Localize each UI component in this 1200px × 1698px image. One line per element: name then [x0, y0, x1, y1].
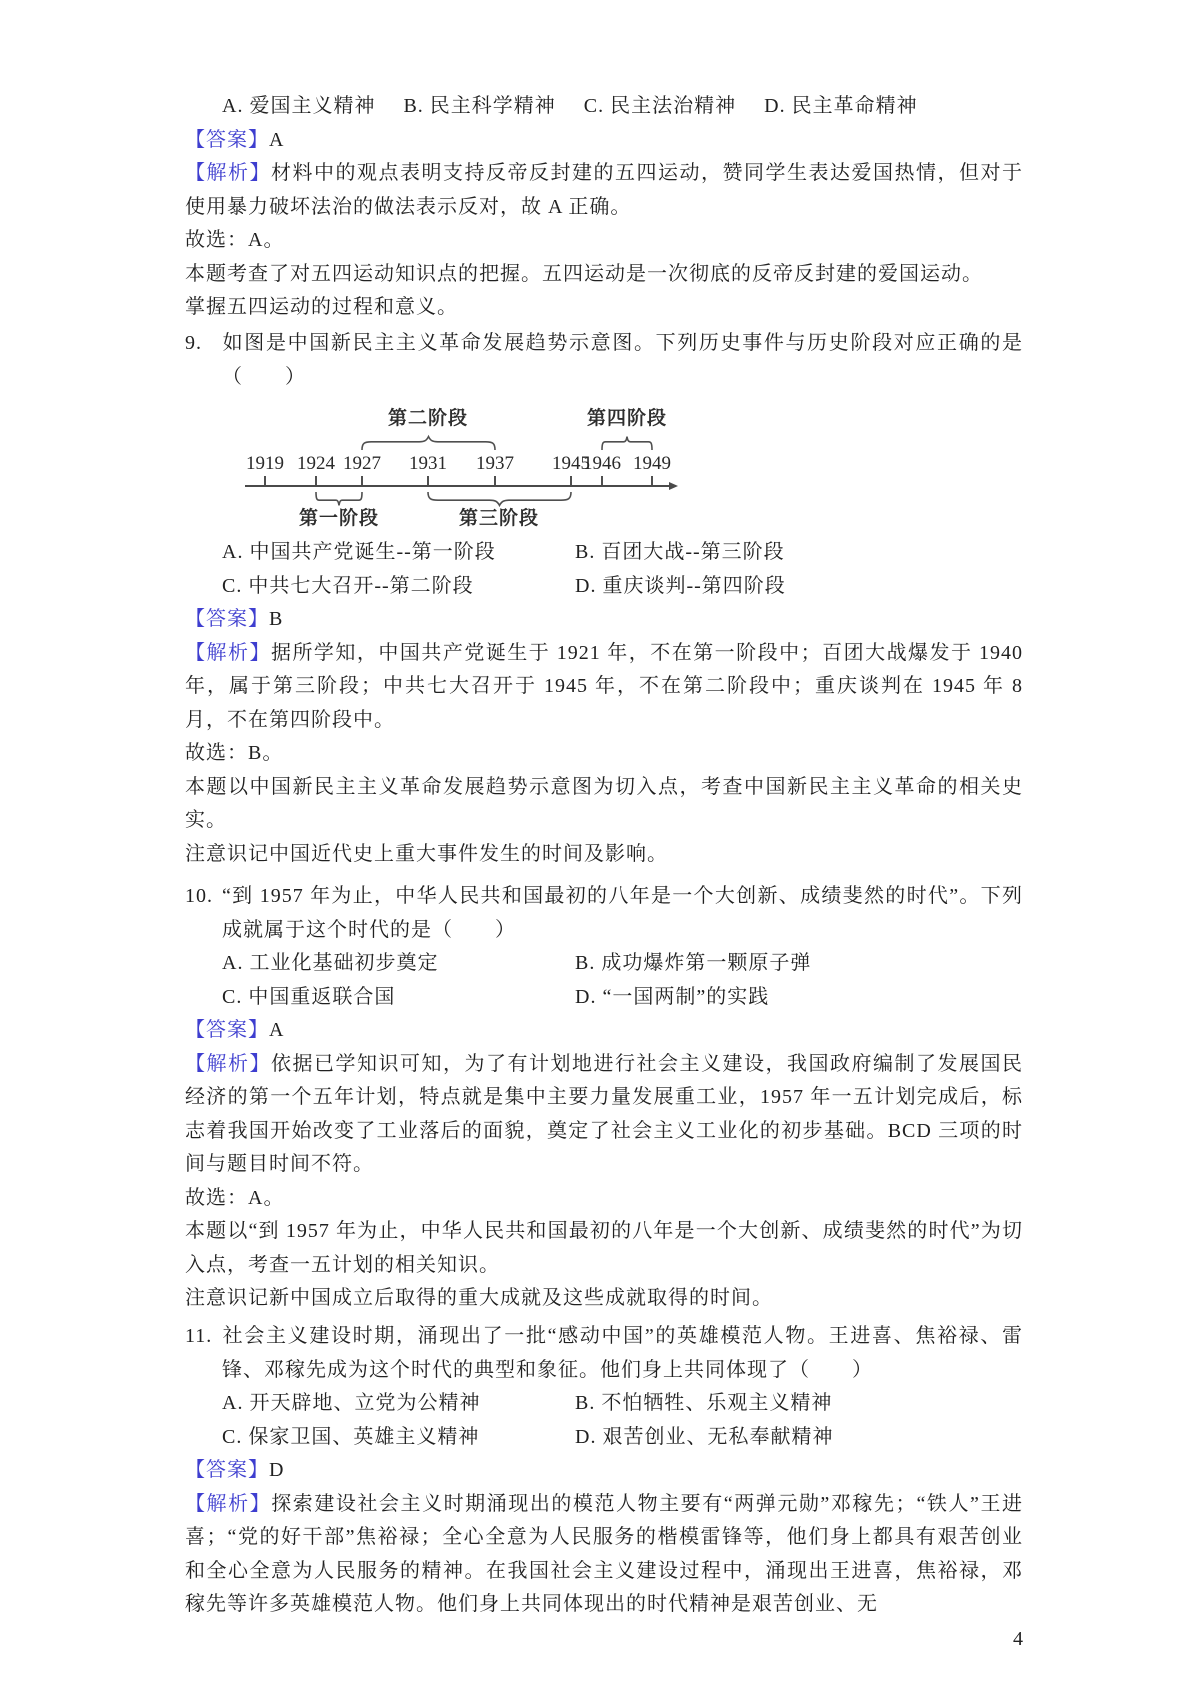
question-text: 10. “到 1957 年为止，中华人民共和国最初的八年是一个大创新、成绩斐然的时代”。下列成就属于这个时代的是（ ） [185, 880, 1023, 947]
answer-line [185, 124, 1023, 158]
question-number: 9. [185, 332, 202, 354]
analysis-paragraph [185, 157, 1023, 224]
question-8-section [185, 90, 1023, 325]
timeline-tick [361, 476, 363, 485]
options-grid [185, 536, 1023, 603]
option-item: D. 民主革命精神 [764, 95, 918, 117]
answer-value: A [269, 1019, 285, 1041]
option-item: C. 中国重返联合国 [222, 985, 396, 1008]
question-11-section [185, 1320, 1023, 1622]
analysis-paragraph [185, 1048, 1023, 1182]
timeline-diagram [245, 400, 680, 536]
option-item: A. 中国共产党诞生--第一阶段 [222, 541, 496, 563]
timeline-year-label: 1931 [409, 453, 447, 474]
option-item: D. 重庆谈判--第四阶段 [575, 574, 786, 597]
timeline-arrow-icon [669, 482, 678, 490]
timeline-year-label: 1949 [633, 453, 671, 474]
analysis-label: 【解析】 [185, 1492, 272, 1515]
timeline-stage-brace [316, 492, 362, 506]
analysis-text: 依据已学知识可知，为了有计划地进行社会主义建设，我国政府编制了发展国民经济的第一个五年计划，特点就是集中主要力量发展重工业，1957 年一五计划完成后，标志着我国开始改变了工业落后的面貌，奠定了社会主义工业化的初步基础。BCD 三项的时间与题目时间不符。 [185, 1052, 1023, 1175]
timeline-tick [315, 476, 317, 485]
conclusion-line: 故选：B。 [185, 742, 284, 764]
option-item: A. 工业化基础初步奠定 [222, 952, 439, 974]
question-text: 9. 如图是中国新民主主义革命发展趋势示意图。下列历史事件与历史阶段对应正确的是（ ） [185, 327, 1023, 394]
answer-label: 【答案】 [185, 128, 269, 151]
answer-label: 【答案】 [185, 608, 269, 630]
option-item: C. 民主法治精神 [583, 95, 737, 117]
timeline-tick [264, 476, 266, 485]
page-number: 4 [1013, 1628, 1023, 1650]
note-line: 注意识记中国近代史上重大事件发生的时间及影响。 [185, 842, 668, 865]
answer-value: B [269, 608, 284, 630]
timeline-year-label: 1937 [476, 453, 514, 474]
options-grid [185, 947, 1023, 1014]
timeline-stage-label: 第三阶段 [458, 508, 539, 529]
analysis-paragraph [185, 637, 1023, 738]
comment-line: 本题以“到 1957 年为止，中华人民共和国最初的八年是一个大创新、成绩斐然的时代”为切入点，考查一五计划的相关知识。 [185, 1220, 1023, 1276]
options-grid [185, 1387, 1023, 1454]
option-item: C. 中共七大召开--第二阶段 [222, 574, 474, 597]
timeline-tick [601, 476, 603, 485]
timeline-stage-label: 第一阶段 [298, 508, 379, 529]
answer-value: D [269, 1459, 285, 1481]
timeline-stage-label: 第四阶段 [586, 408, 667, 429]
conclusion-line: 故选：A。 [185, 1186, 285, 1209]
timeline-tick [427, 476, 429, 485]
timeline-tick [570, 476, 572, 485]
timeline-tick [651, 476, 653, 485]
option-item: C. 保家卫国、英雄主义精神 [222, 1425, 480, 1448]
note-line: 掌握五四运动的过程和意义。 [185, 296, 458, 318]
answer-line [185, 1454, 1023, 1488]
question-number: 11. [185, 1325, 213, 1347]
analysis-text: 探索建设社会主义时期涌现出的模范人物主要有“两弹元勋”邓稼先；“铁人”王进喜；“党的好干部”焦裕禄；全心全意为人民服务的楷模雷锋等，他们身上都具有艰苦创业和全心全意为人民服务的精神。在我国社会主义建设过程中，涌现出王进喜，焦裕禄，邓稼先等许多英雄模范人物。他们身上共同体现出的时代精神是艰苦创业、无 [185, 1492, 1024, 1615]
note-line: 注意识记新中国成立后取得的重大成就及这些成就取得的时间。 [185, 1287, 773, 1309]
answer-value: A [269, 128, 285, 151]
analysis-label: 【解析】 [185, 1052, 271, 1075]
option-item: A. 开天辟地、立党为公精神 [222, 1392, 481, 1414]
analysis-label: 【解析】 [185, 162, 271, 184]
timeline-year-label: 1945 [552, 453, 590, 474]
comment-line: 本题以中国新民主主义革命发展趋势示意图为切入点，考查中国新民主主义革命的相关史实。 [185, 775, 1023, 831]
option-item: D. “一国两制”的实践 [575, 985, 770, 1008]
timeline-stage-brace [602, 436, 652, 450]
timeline-stage-label: 第二阶段 [387, 408, 468, 429]
answer-label: 【答案】 [185, 1459, 269, 1481]
option-item: A. 爱国主义精神 [222, 95, 376, 117]
timeline-year-label: 1919 [246, 453, 284, 474]
answer-line [185, 1014, 1023, 1048]
timeline-tick [494, 476, 496, 485]
timeline-year-label: 1927 [343, 453, 381, 474]
analysis-paragraph [185, 1488, 1023, 1622]
timeline-stage-brace [362, 436, 495, 450]
analysis-text: 据所学知，中国共产党诞生于 1921 年，不在第一阶段中；百团大战爆发于 1940 年，属于第三阶段；中共七大召开于 1945 年，不在第二阶段中；重庆谈判在 1945 年 8 月，不在第四阶段中。 [185, 641, 1024, 731]
analysis-text: 材料中的观点表明支持反帝反封建的五四运动，赞同学生表达爱国热情，但对于使用暴力破坏法治的做法表示反对，故 A 正确。 [185, 162, 1023, 218]
option-item: D. 艰苦创业、无私奉献精神 [575, 1425, 834, 1448]
question-9-section [185, 327, 1024, 865]
comment-line: 本题考查了对五四运动知识点的把握。五四运动是一次彻底的反帝反封建的爱国运动。 [185, 262, 983, 285]
timeline-year-label: 1924 [297, 453, 335, 474]
option-item: B. 成功爆炸第一颗原子弹 [575, 952, 812, 974]
question-10-section [185, 880, 1023, 1316]
conclusion-line: 故选：A。 [185, 229, 285, 251]
timeline-axis [245, 485, 671, 487]
question-number: 10. [185, 885, 213, 907]
option-item: B. 百团大战--第三阶段 [575, 541, 785, 563]
timeline-year-label: 1946 [583, 453, 621, 474]
analysis-label: 【解析】 [185, 641, 271, 664]
options-row [185, 90, 1023, 124]
answer-line [185, 603, 1023, 637]
answer-label: 【答案】 [185, 1019, 269, 1041]
timeline-stage-brace [428, 492, 571, 506]
option-item: B. 不怕牺牲、乐观主义精神 [575, 1392, 833, 1414]
question-text: 11. 社会主义建设时期，涌现出了一批“感动中国”的英雄模范人物。王进喜、焦裕禄、雷锋、邓稼先成为这个时代的典型和象征。他们身上共同体现了（ ） [185, 1320, 1023, 1387]
option-item: B. 民主科学精神 [403, 95, 556, 117]
